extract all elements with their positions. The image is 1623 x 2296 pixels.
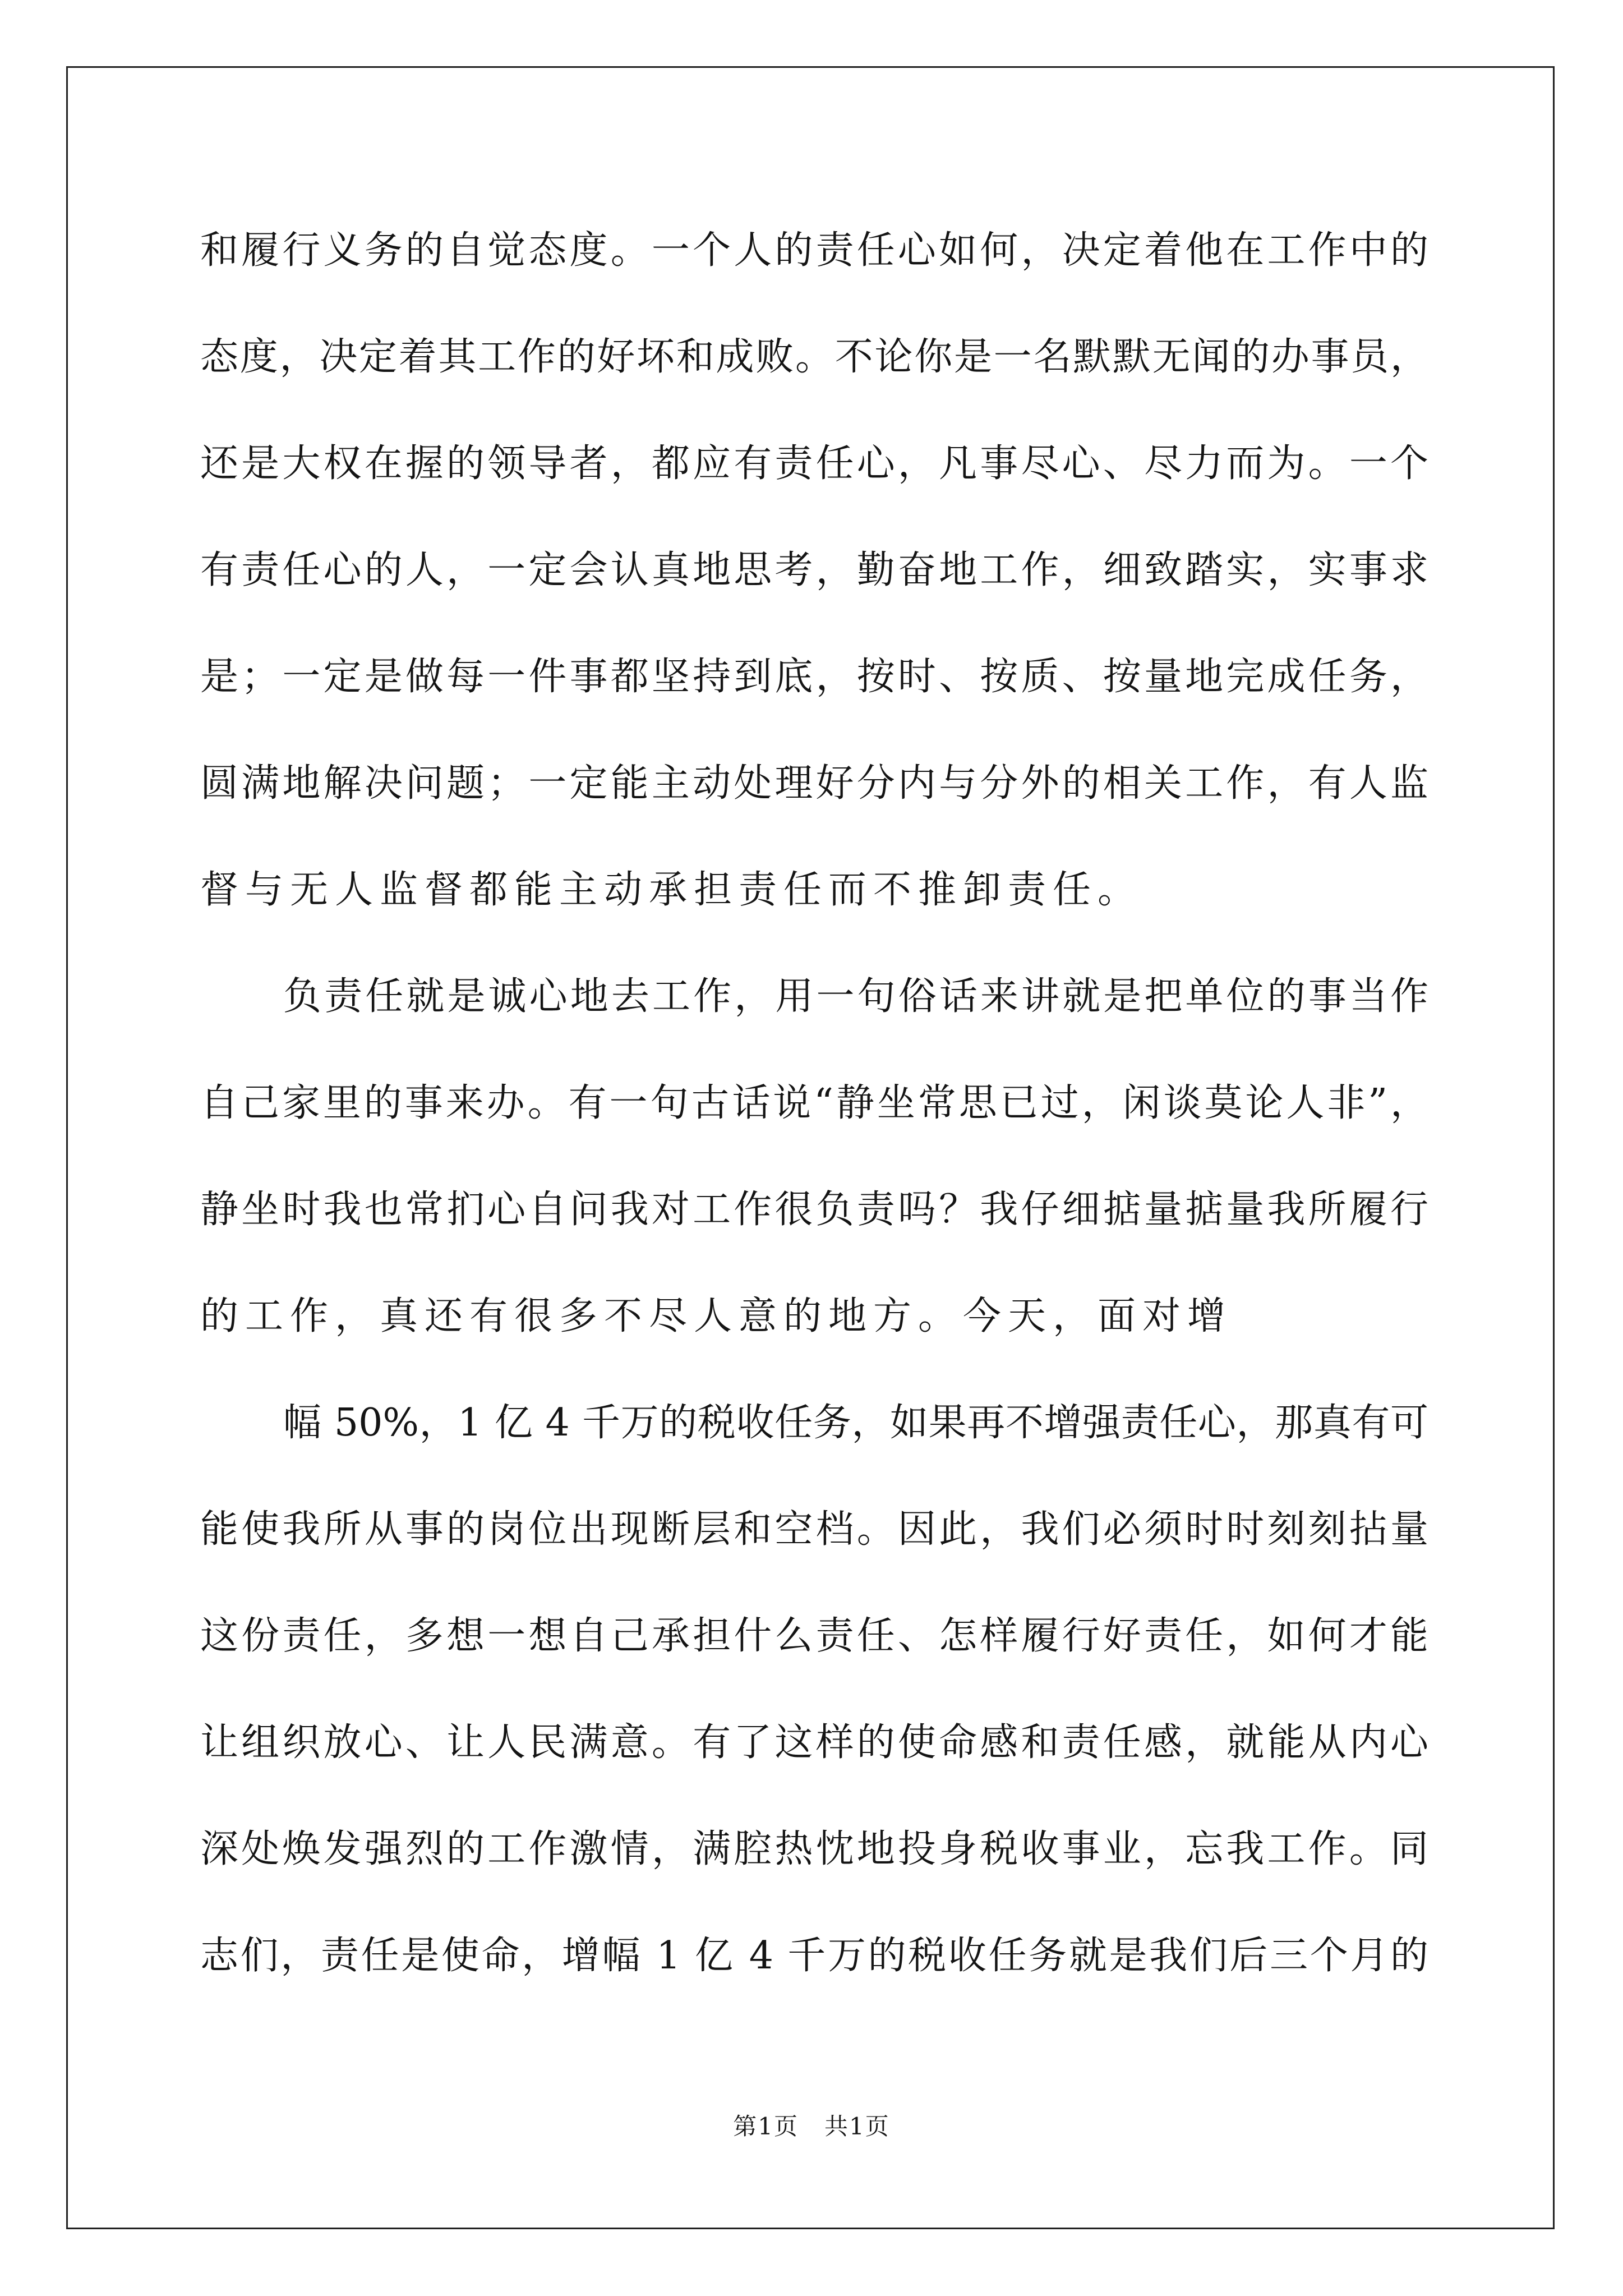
paragraph-start-line: 幅 50%，1 亿 4 千万的税收任务，如果再不增强责任心，那真有可 — [283, 1401, 1428, 1445]
text-line: 的工作，真还有很多不尽人意的地方。今天，面对增 — [200, 1294, 1233, 1338]
text-line: 能使我所从事的岗位出现断层和空档。因此，我们必须时时刻刻拈量 — [200, 1507, 1428, 1552]
page-number-footer: 第1页 共1页 — [733, 2113, 890, 2140]
text-line: 静坐时我也常扪心自问我对工作很负责吗？我仔细掂量掂量我所履行 — [200, 1188, 1428, 1232]
body-text — [200, 220, 1428, 2032]
text-line: 还是大权在握的领导者，都应有责任心，凡事尽心、尽力而为。一个 — [200, 441, 1428, 486]
text-line: 自己家里的事来办。有一句古话说“静坐常思已过，闲谈莫论人非”， — [200, 1081, 1428, 1125]
text-line: 是；一定是做每一件事都坚持到底，按时、按质、按量地完成任务， — [200, 655, 1428, 699]
text-line: 态度，决定着其工作的好坏和成败。不论你是一名默默无闻的办事员， — [200, 335, 1428, 379]
text-line: 督与无人监督都能主动承担责任而不推卸责任。 — [200, 868, 1143, 912]
text-line: 深处焕发强烈的工作激情，满腔热忱地投身税收事业，忘我工作。同 — [200, 1827, 1428, 1871]
text-line: 有责任心的人，一定会认真地思考，勤奋地工作，细致踏实，实事求 — [200, 548, 1428, 592]
text-line: 让组织放心、让人民满意。有了这样的使命感和责任感，就能从内心 — [200, 1720, 1428, 1765]
text-line: 志们，责任是使命，增幅 1 亿 4 千万的税收任务就是我们后三个月的 — [200, 1934, 1428, 1978]
text-line: 和履行义务的自觉态度。一个人的责任心如何，决定着他在工作中的 — [200, 228, 1428, 273]
text-line: 圆满地解决问题；一定能主动处理好分内与分外的相关工作，有人监 — [200, 761, 1428, 806]
paragraph-start-line: 负责任就是诚心地去工作，用一句俗话来讲就是把单位的事当作 — [283, 974, 1428, 1019]
text-line: 这份责任，多想一想自己承担什么责任、怎样履行好责任，如何才能 — [200, 1614, 1428, 1658]
